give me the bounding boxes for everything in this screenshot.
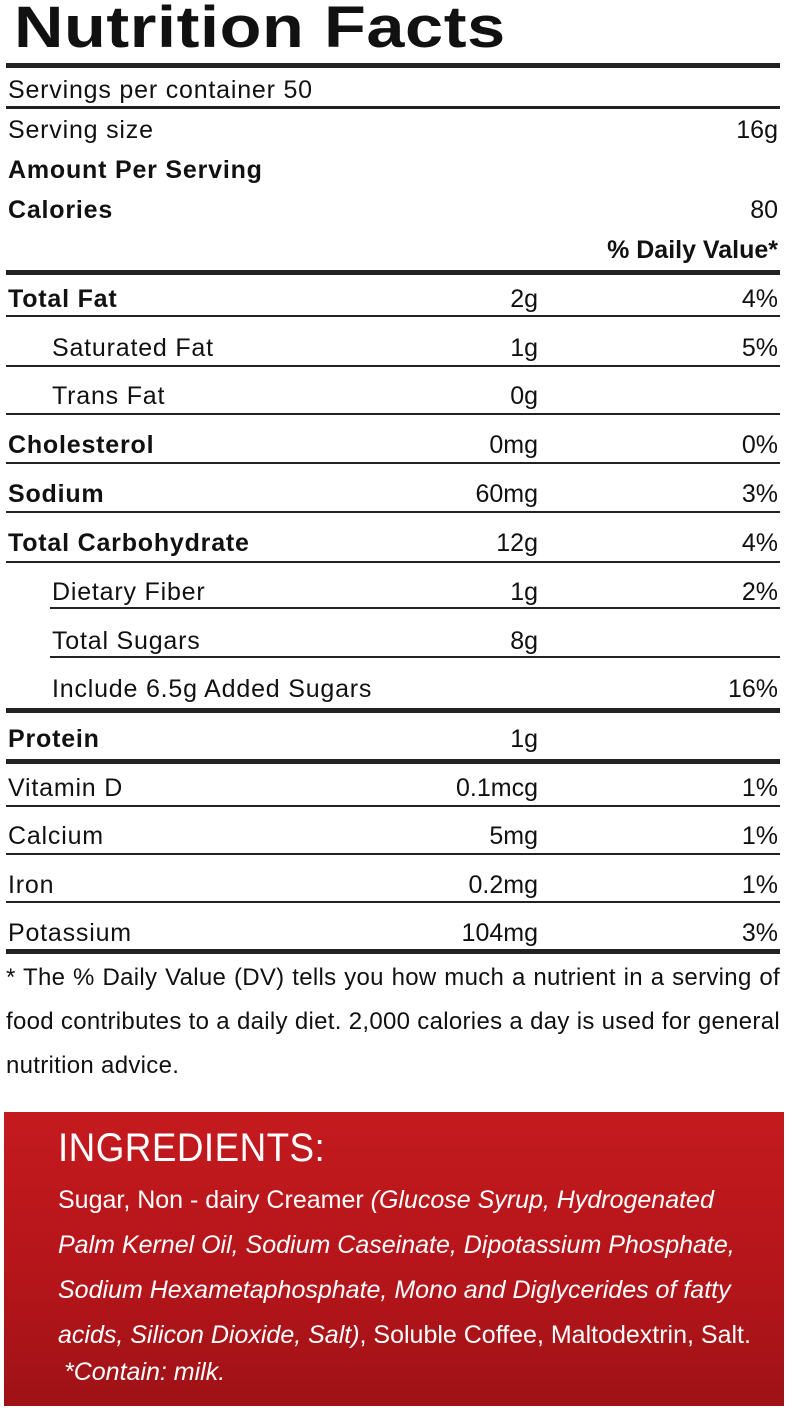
nutrient-name: Include 6.5g Added Sugars xyxy=(52,675,373,703)
rule xyxy=(6,462,780,464)
nutrient-row-potassium xyxy=(6,911,780,951)
nutrient-row-dietary-fiber xyxy=(6,570,780,610)
serving-size-row xyxy=(6,108,780,148)
rule xyxy=(50,656,780,658)
nutrient-row-cholesterol xyxy=(6,423,780,463)
nutrient-name: Sodium xyxy=(8,480,105,508)
nutrient-row-total-fat xyxy=(6,277,780,317)
nutrient-row-added-sugars xyxy=(6,667,780,707)
nutrient-name: Dietary Fiber xyxy=(52,578,206,606)
ingredients-rest: , Soluble Coffee, Maltodextrin, Salt. xyxy=(359,1321,751,1349)
nutrient-row-total-sugars xyxy=(6,619,780,659)
nutrient-amount: 1g xyxy=(510,578,538,606)
rule xyxy=(6,561,780,563)
rule xyxy=(6,315,780,317)
nutrient-name: Protein xyxy=(8,725,100,753)
servings-text: Servings per container 50 xyxy=(8,76,313,104)
nutrient-dv: 1% xyxy=(741,871,778,899)
nutrient-dv: 1% xyxy=(741,774,778,802)
rule-thick xyxy=(6,759,780,764)
daily-value-footnote: * The % Daily Value (DV) tells you how much a nutrient in a serving of food contributes to a daily diet. 2,000 calories a day is used for general nutrition advice. xyxy=(6,964,780,1079)
nutrient-row-iron xyxy=(6,863,780,903)
nutrient-dv: 4% xyxy=(741,285,778,313)
nutrient-name: Total Sugars xyxy=(52,627,201,655)
nutrient-row-total-carbohydrate xyxy=(6,521,780,561)
nutrient-name: Trans Fat xyxy=(52,382,166,410)
rule xyxy=(6,365,780,367)
nutrient-row-calcium xyxy=(6,814,780,854)
calories-value: 80 xyxy=(750,196,778,224)
allergen-note: *Contain: milk. xyxy=(64,1358,226,1386)
nutrient-dv: 1% xyxy=(741,822,778,850)
rule-bottom xyxy=(6,949,780,954)
serving-size-value: 16g xyxy=(736,116,778,144)
nutrient-name: Iron xyxy=(8,871,55,899)
nutrient-amount: 1g xyxy=(510,725,538,753)
nutrient-amount: 5mg xyxy=(489,822,538,850)
nutrient-dv: 3% xyxy=(741,919,778,947)
nutrient-row-saturated-fat xyxy=(6,326,780,366)
rule-thick xyxy=(6,708,780,713)
nutrient-dv: 0% xyxy=(741,431,778,459)
nutrient-amount: 0.1mcg xyxy=(456,774,538,802)
nutrient-amount: 104mg xyxy=(461,919,538,947)
amount-per-serving: Amount Per Serving xyxy=(8,156,263,184)
rule xyxy=(6,805,780,807)
rule xyxy=(6,853,780,855)
ingredients-main: Sugar, Non - dairy Creamer xyxy=(58,1186,371,1214)
nutrient-dv: 3% xyxy=(741,480,778,508)
nutrient-name: Vitamin D xyxy=(8,774,124,802)
ingredients-creamer-detail: (Glucose Syrup, Hydrogenated Palm Kernel Oil, Sodium Caseinate, Dipotassium Phosphate, Sodium Hexametaphosphate, Mono and Diglycerides of fatty acids, Silicon Dioxide, Salt) xyxy=(58,1186,735,1349)
nutrient-row-sodium xyxy=(6,472,780,512)
ingredients-list xyxy=(58,1178,770,1358)
ingredients-title: INGREDIENTS: xyxy=(58,1126,326,1170)
servings-row xyxy=(6,68,780,108)
nutrient-amount: 8g xyxy=(510,627,538,655)
dv-header: % Daily Value* xyxy=(607,236,778,264)
rule xyxy=(50,607,780,609)
nutrient-dv: 2% xyxy=(741,578,778,606)
nutrient-dv: 4% xyxy=(741,529,778,557)
nutrient-amount: 0mg xyxy=(489,431,538,459)
nutrient-row-vitamin-d xyxy=(6,766,780,806)
dv-header-row xyxy=(6,228,780,268)
nutrient-dv: 16% xyxy=(727,675,778,703)
nutrient-name: Total Fat xyxy=(8,285,118,313)
label-title: Nutrition Facts xyxy=(14,0,506,60)
serving-size-label: Serving size xyxy=(8,116,154,144)
calories-row xyxy=(6,188,780,228)
nutrient-dv: 5% xyxy=(741,334,778,362)
rule-dv-header xyxy=(6,270,780,275)
nutrient-row-protein xyxy=(6,717,780,757)
nutrient-amount: 0.2mg xyxy=(468,871,538,899)
nutrient-amount: 1g xyxy=(510,334,538,362)
nutrient-amount: 0g xyxy=(510,382,538,410)
nutrient-amount: 60mg xyxy=(475,480,538,508)
amount-per-serving-row xyxy=(6,148,780,188)
nutrient-name: Calcium xyxy=(8,822,104,850)
nutrient-name: Saturated Fat xyxy=(52,334,214,362)
nutrient-name: Total Carbohydrate xyxy=(8,529,250,557)
rule xyxy=(6,901,780,903)
nutrient-name: Potassium xyxy=(8,919,132,947)
nutrient-name: Cholesterol xyxy=(8,431,155,459)
nutrient-amount: 2g xyxy=(510,285,538,313)
ingredients-panel xyxy=(4,1112,784,1406)
rule xyxy=(6,511,780,513)
nutrient-amount: 12g xyxy=(496,529,538,557)
calories-label: Calories xyxy=(8,196,114,224)
rule xyxy=(6,413,780,415)
nutrient-row-trans-fat xyxy=(6,374,780,414)
